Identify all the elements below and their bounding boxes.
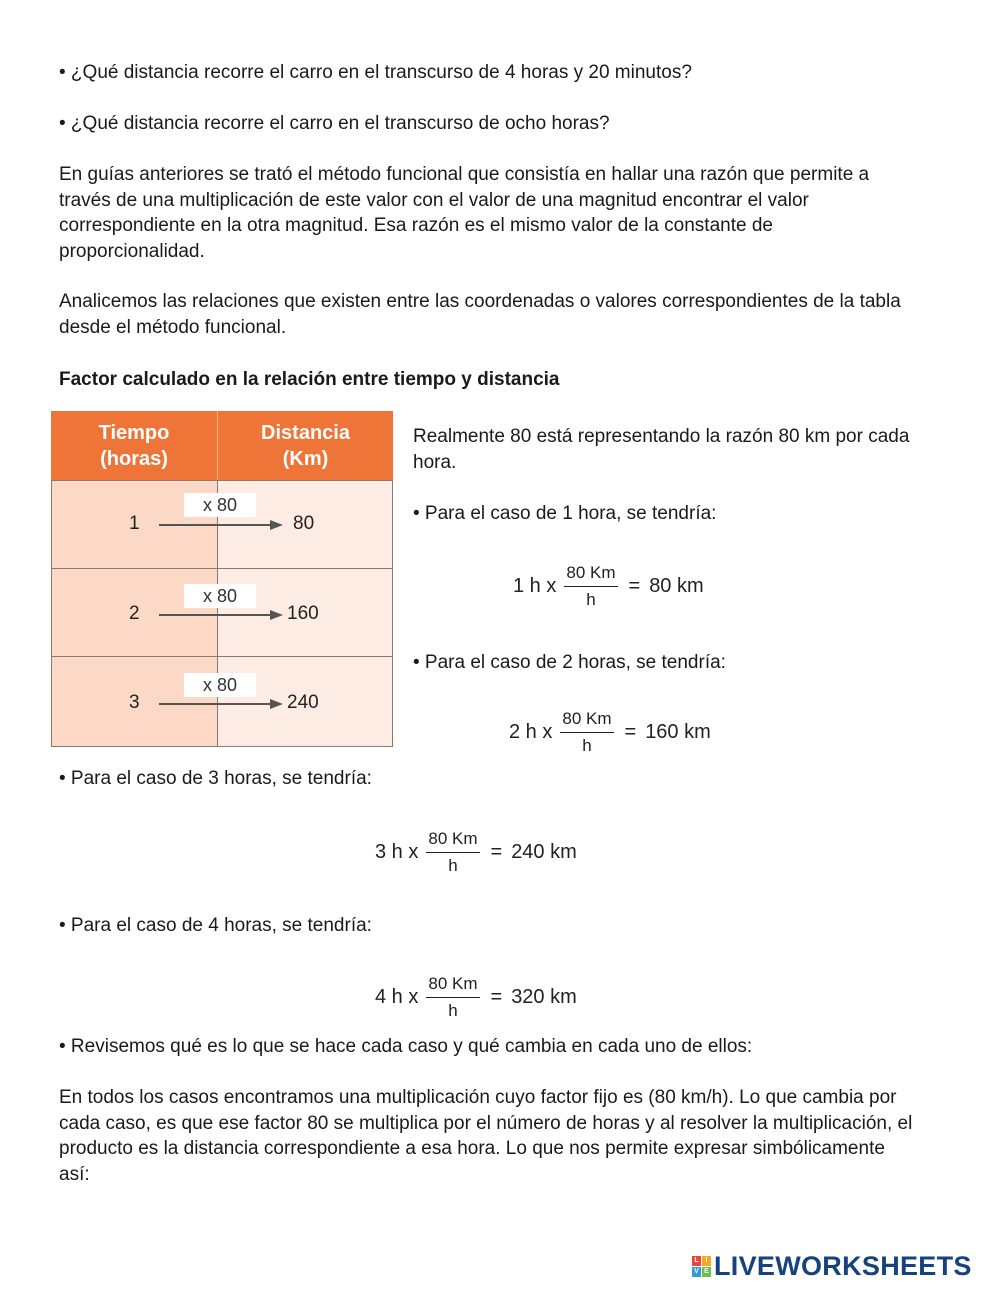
equals-sign: = <box>628 575 641 597</box>
formula-fraction <box>426 829 479 876</box>
factor-label: x 80 <box>184 673 256 697</box>
case-3-label: • Para el caso de 3 horas, se tendría: <box>59 768 372 789</box>
case-4-label: • Para el caso de 4 horas, se tendría: <box>59 915 372 936</box>
arrow-icon <box>270 520 283 530</box>
arrow-line <box>159 614 271 616</box>
arrow-line <box>159 703 271 705</box>
time-value: 3 <box>129 692 140 713</box>
table-header-separator <box>217 411 218 480</box>
logo-mark-icon: L I V E <box>692 1256 712 1278</box>
formula-lhs: 1 h x <box>513 575 557 597</box>
formula-4-hours <box>375 974 577 1021</box>
logo-wordmark: LIVEWORKSHEETS <box>714 1251 972 1281</box>
table-header-time: Tiempo (horas) <box>51 411 217 480</box>
formula-fraction <box>564 563 617 610</box>
fraction-denominator: h <box>586 590 596 609</box>
equals-sign: = <box>490 986 503 1008</box>
paragraph-method-line-4: proporcionalidad. <box>59 240 205 262</box>
question-8h: • ¿Qué distancia recorre el carro en el transcurso de ocho horas? <box>59 113 610 134</box>
factor-label: x 80 <box>184 584 256 608</box>
fraction-denominator: h <box>582 736 592 755</box>
conclusion-line-4: así: <box>59 1163 90 1185</box>
table-row-divider <box>51 656 393 657</box>
time-value: 2 <box>129 603 140 624</box>
fraction-numerator: 80 Km <box>560 709 613 733</box>
distance-value: 240 <box>287 692 319 713</box>
paragraph-method-line-2: través de una multiplicación de este valor con el valor de una magnitud encontrar el valor <box>59 189 809 211</box>
arrow-line <box>159 524 271 526</box>
formula-result: 80 km <box>649 575 704 597</box>
paragraph-method-line-3: correspondiente en la otra magnitud. Esa razón es el mismo valor de la constante de <box>59 215 773 236</box>
table-row-divider <box>51 568 393 569</box>
conclusion-line-1: En todos los casos encontramos una multiplicación cuyo factor fijo es (80 km/h). Lo que cambia por <box>59 1087 897 1108</box>
time-distance-table <box>51 411 393 747</box>
formula-result: 240 km <box>511 841 577 863</box>
fraction-numerator: 80 Km <box>426 974 479 998</box>
fraction-numerator: 80 Km <box>426 829 479 853</box>
fraction-denominator: h <box>448 1001 458 1020</box>
formula-lhs: 3 h x <box>375 841 419 863</box>
conclusion-line-3: producto es la distancia correspondiente a esa hora. Lo que nos permite expresar simbólicamente <box>59 1138 885 1159</box>
formula-lhs: 4 h x <box>375 986 419 1008</box>
equals-sign: = <box>624 721 637 743</box>
case-2-label: • Para el caso de 2 horas, se tendría: <box>413 652 726 673</box>
formula-1-hour <box>513 563 704 610</box>
table-header-distance: Distancia (Km) <box>218 411 393 480</box>
case-1-label: • Para el caso de 1 hora, se tendría: <box>413 503 717 524</box>
review-label: • Revisemos qué es lo que se hace cada caso y qué cambia en cada uno de ellos: <box>59 1036 753 1057</box>
formula-fraction <box>560 709 613 756</box>
formula-3-hours <box>375 829 577 876</box>
distance-value: 80 <box>293 513 315 534</box>
paragraph-method-line-1: En guías anteriores se trató el método funcional que consistía en hallar una razón que permite a <box>59 164 870 185</box>
conclusion-line-2: cada caso, es que ese factor 80 se multiplica por el número de horas y al resolver la multiplicación, el <box>59 1112 913 1134</box>
factor-label: x 80 <box>184 493 256 517</box>
distance-value: 160 <box>287 603 319 624</box>
question-4h20m: • ¿Qué distancia recorre el carro en el transcurso de 4 horas y 20 minutos? <box>59 62 692 83</box>
formula-result: 160 km <box>645 721 711 743</box>
equals-sign: = <box>490 841 503 863</box>
formula-result: 320 km <box>511 986 577 1008</box>
fraction-numerator: 80 Km <box>564 563 617 587</box>
arrow-icon <box>270 699 283 709</box>
time-value: 1 <box>129 513 140 534</box>
formula-2-hours <box>509 709 711 756</box>
section-title: Factor calculado en la relación entre tiempo y distancia <box>59 369 560 390</box>
side-intro-line-1: Realmente 80 está representando la razón 80 km por cada <box>413 426 910 447</box>
liveworksheets-logo <box>692 1251 972 1282</box>
formula-fraction <box>426 974 479 1021</box>
arrow-icon <box>270 610 283 620</box>
paragraph-analysis-line-1: Analicemos las relaciones que existen entre las coordenadas o valores correspondientes de la tabla <box>59 291 901 312</box>
side-intro-line-2: hora. <box>413 451 457 473</box>
fraction-denominator: h <box>448 856 458 875</box>
paragraph-analysis-line-2: desde el método funcional. <box>59 316 287 338</box>
formula-lhs: 2 h x <box>509 721 553 743</box>
